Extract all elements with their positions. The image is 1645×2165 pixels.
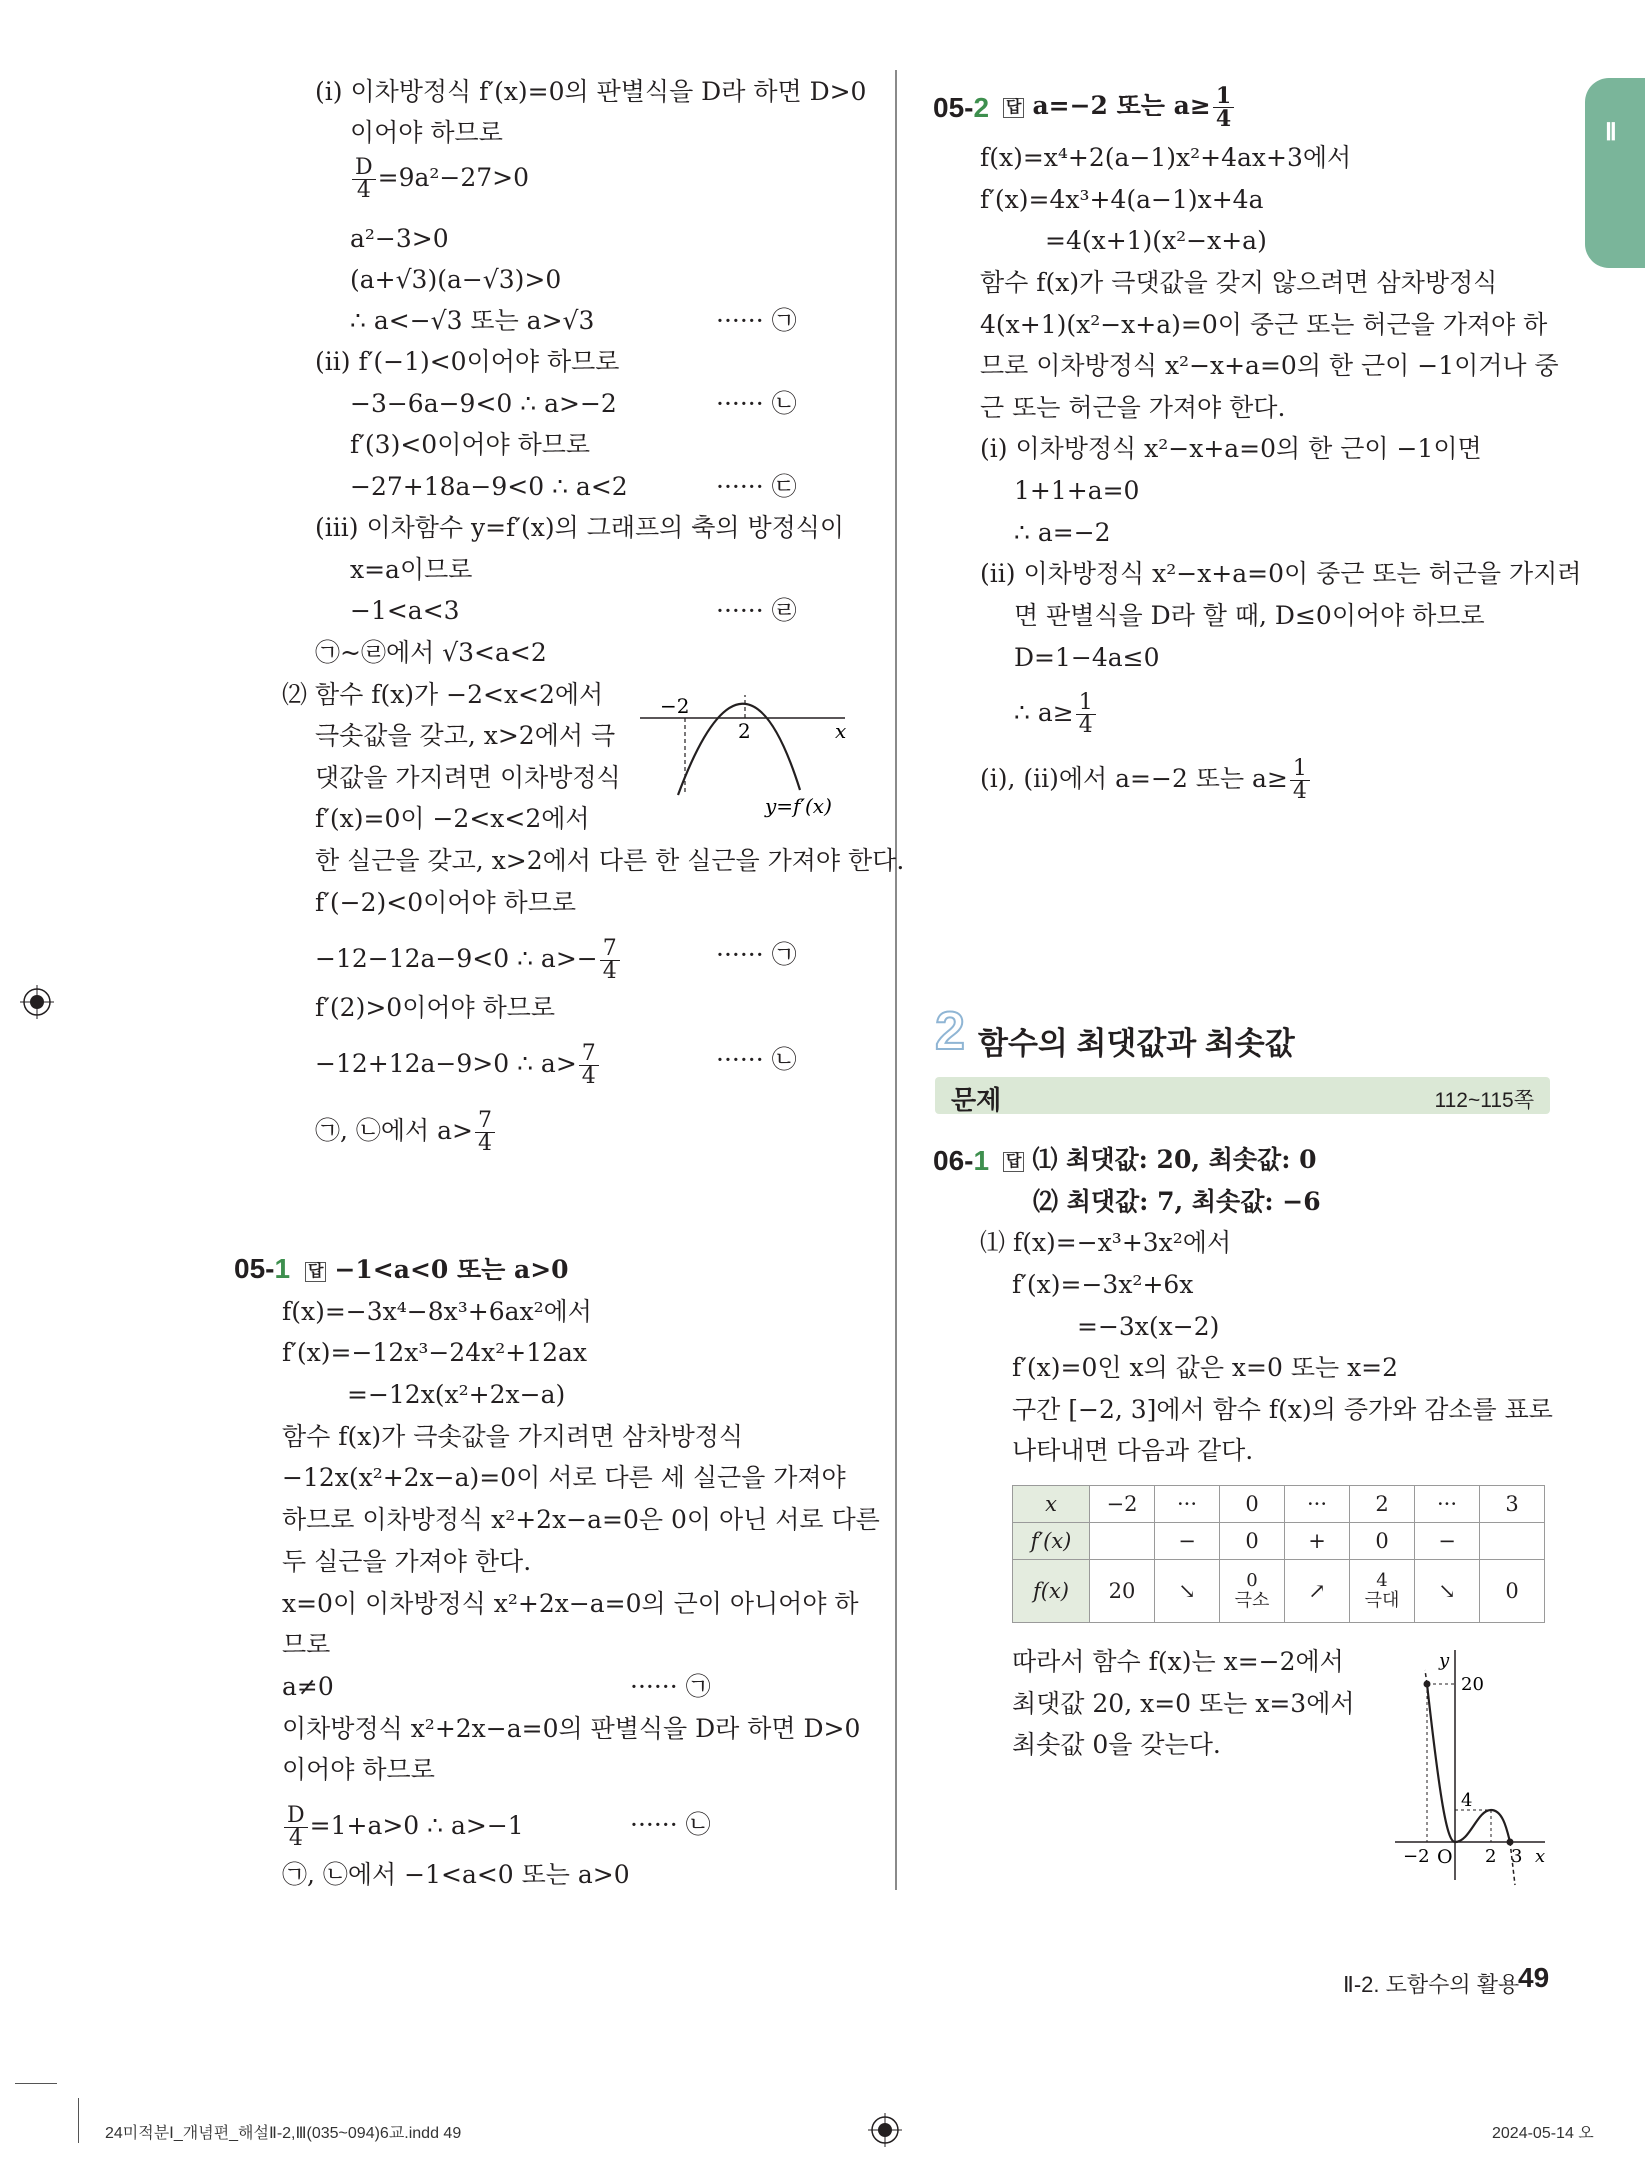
text-line: 므로 이차방정식 x²−x+a=0의 한 근이 −1이거나 중 — [980, 351, 1559, 380]
table-cell: 0 — [1220, 1486, 1285, 1523]
table-row — [1013, 1486, 1545, 1523]
value-label: 20 — [1461, 1674, 1484, 1695]
formula-line: a²−3>0 — [350, 224, 449, 253]
formula-line: =−12x(x²+2x−a) — [347, 1380, 566, 1409]
min-point — [1507, 1839, 1514, 1846]
table-cell: 0 — [1350, 1523, 1415, 1560]
text-line: 최댓값 20, x=0 또는 x=3에서 — [1012, 1689, 1355, 1718]
cubic-graph — [1385, 1640, 1560, 1890]
text-line: (ⅰ) 이차방정식 f′(x)=0의 판별식을 D라 하면 D>0 — [315, 77, 867, 106]
table-cell: 2 — [1350, 1486, 1415, 1523]
formula-line: 1+1+a=0 — [1014, 476, 1140, 505]
fraction: $\frac{7}{4}$ — [475, 1110, 495, 1155]
text-line: (ⅱ) 이차방정식 x²−x+a=0이 중근 또는 허근을 가지려 — [980, 559, 1582, 588]
table-cell: 0 — [1480, 1560, 1545, 1623]
table-cell: ↘ — [1155, 1560, 1220, 1623]
registration-mark-icon — [20, 985, 54, 1019]
text-line: 최솟값 0을 갖는다. — [1012, 1730, 1221, 1759]
table-cell: 0 극소 — [1220, 1560, 1285, 1623]
tick-label: 2 — [1485, 1846, 1497, 1867]
tick-label: 2 — [738, 719, 751, 743]
crop-mark — [78, 2098, 79, 2143]
formula-line: (a+√3)(a−√3)>0 — [350, 265, 562, 294]
text-line: (ⅰ) 이차방정식 x²−x+a=0의 한 근이 −1이면 — [980, 434, 1482, 463]
table-row — [1013, 1523, 1545, 1560]
problem-number-06-1: 06-1 — [933, 1145, 990, 1176]
table-cell: ↗ — [1285, 1560, 1350, 1623]
table-cell: ··· — [1285, 1486, 1350, 1523]
formula-line: −12−12a−9<0 ∴ a>− $\frac{7}{4}$ — [315, 938, 622, 983]
equation-tag: ······ ㉡ — [630, 1810, 711, 1839]
text-line: 므로 — [282, 1630, 331, 1659]
formula-line: f(x)=x⁴+2(a−1)x²+4ax+3에서 — [980, 143, 1352, 172]
fraction: $\frac{1}{4}$ — [1290, 758, 1310, 803]
fraction: $\frac{7}{4}$ — [600, 938, 620, 983]
answer-line: 답 −1<a<0 또는 a>0 — [305, 1253, 569, 1287]
answer-line: 답 ⑴ 최댓값: 20, 최솟값: 0 — [1003, 1143, 1317, 1177]
answer-badge: 답 — [1003, 98, 1024, 118]
formula-line: ㉠, ㉡에서 a> $\frac{7}{4}$ — [315, 1110, 497, 1155]
axis-label: x — [835, 719, 847, 743]
curve-label: y=f′(x) — [765, 794, 832, 818]
text-line: f′(2)>0이어야 하므로 — [315, 993, 556, 1022]
formula-line: (ⅰ), (ⅱ)에서 a=−2 또는 a≥ $\frac{1}{4}$ — [980, 758, 1312, 803]
text-line: 극솟값을 갖고, x>2에서 극 — [315, 721, 616, 750]
answer-badge: 답 — [305, 1262, 326, 1282]
text-line: 구간 [−2, 3]에서 함수 f(x)의 증가와 감소를 표로 — [1012, 1395, 1553, 1424]
equation-tag: ······ ㉣ — [716, 596, 797, 625]
side-tab-label: Ⅱ — [1605, 119, 1617, 146]
increase-decrease-table — [1012, 1485, 1545, 1623]
table-cell: 20 — [1090, 1560, 1155, 1623]
text-line: 두 실근을 가져야 한다. — [282, 1547, 532, 1576]
table-cell: x — [1013, 1486, 1090, 1523]
section-number: 2 — [935, 1001, 966, 1061]
formula-line: f′(x)=−12x³−24x²+12ax — [282, 1338, 588, 1367]
fraction: $\frac{1}{4}$ — [1213, 85, 1234, 130]
table-cell: − — [1415, 1523, 1480, 1560]
max-point — [1424, 1681, 1431, 1688]
problem-number-05-2: 05-2 — [933, 92, 990, 123]
crop-mark — [15, 2083, 57, 2084]
fraction: $\frac{1}{4}$ — [1076, 692, 1096, 737]
formula-line: =−3x(x−2) — [1077, 1312, 1220, 1341]
table-cell — [1480, 1523, 1545, 1560]
text-line: 면 판별식을 D라 할 때, D≤0이어야 하므로 — [1014, 601, 1485, 630]
page-range: 112~115쪽 — [1434, 1089, 1534, 1112]
equation-tag: ······ ㉡ — [716, 389, 797, 418]
derivative-graph — [640, 675, 860, 830]
formula-line: f′(x)=0인 x의 값은 x=0 또는 x=2 — [1012, 1353, 1399, 1382]
equation-tag: ······ ㉢ — [716, 472, 797, 501]
origin-label: O — [1437, 1846, 1453, 1868]
table-cell: 0 — [1220, 1523, 1285, 1560]
text-line: 댓값을 가지려면 이차방정식 — [315, 763, 621, 792]
table-cell: 4 극대 — [1350, 1560, 1415, 1623]
text-line: 함수 f(x)가 극솟값을 가지려면 삼차방정식 — [282, 1422, 744, 1451]
text-line: 나타내면 다음과 같다. — [1012, 1436, 1254, 1465]
text-line: 4(x+1)(x²−x+a)=0이 중근 또는 허근을 가져야 하 — [980, 310, 1548, 339]
table-cell — [1090, 1523, 1155, 1560]
formula-line: f′(x)=−3x²+6x — [1012, 1270, 1194, 1299]
formula-line: −12+12a−9>0 ∴ a> $\frac{7}{4}$ — [315, 1043, 601, 1088]
formula-line: −3−6a−9<0 ∴ a>−2 — [350, 389, 617, 418]
table-cell: ··· — [1415, 1486, 1480, 1523]
tick-label: −2 — [660, 694, 690, 718]
text-line: ㉠~㉣에서 √3<a<2 — [315, 638, 547, 667]
table-row — [1013, 1560, 1545, 1623]
formula-line: $\frac{D}{4}$ =9a²−27>0 — [350, 157, 529, 202]
text-line: ㉠, ㉡에서 −1<a<0 또는 a>0 — [282, 1860, 630, 1889]
text-line: 하므로 이차방정식 x²+2x−a=0은 0이 아닌 서로 다른 — [282, 1505, 880, 1534]
problem-header-bar — [935, 1077, 1550, 1114]
formula-line: f(x)=−3x⁴−8x³+6ax²에서 — [282, 1297, 592, 1326]
text-line: 이차방정식 x²+2x−a=0의 판별식을 D라 하면 D>0 — [282, 1714, 861, 1743]
table-cell: − — [1155, 1523, 1220, 1560]
print-date: 2024-05-14 오 — [1492, 2125, 1594, 2142]
text-line: 근 또는 허근을 가져야 한다. — [980, 393, 1286, 422]
text-line: (ⅲ) 이차함수 y=f′(x)의 그래프의 축의 방정식이 — [315, 513, 845, 542]
answer-line: 답 a=−2 또는 a≥ $\frac{1}{4}$ — [1003, 85, 1236, 130]
formula-line: ⑴ f(x)=−x³+3x²에서 — [980, 1228, 1232, 1257]
formula-line: =4(x+1)(x²−x+a) — [1045, 226, 1267, 255]
table-cell: + — [1285, 1523, 1350, 1560]
chapter-footer: Ⅱ-2. 도함수의 활용 — [1343, 1972, 1520, 1997]
table-cell: −2 — [1090, 1486, 1155, 1523]
text-line: 이어야 하므로 — [350, 118, 503, 147]
text-line: 따라서 함수 f(x)는 x=−2에서 — [1012, 1647, 1344, 1676]
text-line: 이어야 하므로 — [282, 1755, 435, 1784]
text-line: f′(3)<0이어야 하므로 — [350, 430, 591, 459]
tick-label: −2 — [1403, 1846, 1430, 1867]
equation-tag: ······ ㉠ — [716, 940, 797, 969]
answer-badge: 답 — [1003, 1152, 1024, 1172]
fraction: $\frac{D}{4}$ — [352, 157, 376, 202]
file-info: 24미적분Ⅰ_개념편_해설Ⅱ-2,Ⅲ(035~094)6교.indd 49 — [105, 2125, 462, 2142]
text-line: −12x(x²+2x−a)=0이 서로 다른 세 실근을 가져야 — [282, 1463, 846, 1492]
column-divider — [895, 70, 897, 1890]
text-line: x=0이 이차방정식 x²+2x−a=0의 근이 아니어야 하 — [282, 1589, 859, 1618]
table-cell: ··· — [1155, 1486, 1220, 1523]
table-cell: f(x) — [1013, 1560, 1090, 1623]
text-line: 함수 f(x)가 극댓값을 갖지 않으려면 삼차방정식 — [980, 268, 1498, 297]
axis-label: x — [1535, 1846, 1546, 1867]
text-line: 한 실근을 갖고, x>2에서 다른 한 실근을 가져야 한다. — [315, 846, 905, 875]
section-title: 함수의 최댓값과 최솟값 — [978, 1026, 1295, 1061]
text-line: f′(−2)<0이어야 하므로 — [315, 888, 576, 917]
registration-mark-icon — [868, 2113, 902, 2147]
equation-tag: ······ ㉠ — [716, 306, 797, 335]
problem-number-05-1: 05-1 — [234, 1253, 291, 1284]
table-cell: f′(x) — [1013, 1523, 1090, 1560]
chapter-side-tab — [1585, 78, 1645, 268]
value-label: 4 — [1461, 1790, 1473, 1811]
equation-tag: ······ ㉡ — [716, 1045, 797, 1074]
text-line: ⑵ 함수 f(x)가 −2<x<2에서 — [282, 680, 604, 709]
function-curve — [1427, 1684, 1510, 1842]
fraction: $\frac{D}{4}$ — [284, 1805, 308, 1850]
equation-tag: ······ ㉠ — [630, 1672, 711, 1701]
text-line: f′(x)=0이 −2<x<2에서 — [315, 804, 590, 833]
formula-line: D=1−4a≤0 — [1014, 643, 1160, 672]
formula-line: ∴ a=−2 — [1014, 518, 1111, 547]
bar-label: 문제 — [951, 1085, 1002, 1115]
text-line: x=a이므로 — [350, 555, 473, 584]
answer-line: ⑵ 최댓값: 7, 최솟값: −6 — [1033, 1187, 1321, 1216]
formula-line: ∴ a<−√3 또는 a>√3 — [350, 306, 595, 335]
tick-label: 3 — [1511, 1846, 1523, 1867]
formula-line: ∴ a≥ $\frac{1}{4}$ — [1014, 692, 1098, 737]
table-cell: ↘ — [1415, 1560, 1480, 1623]
text-line: (ⅱ) f′(−1)<0이어야 하므로 — [315, 347, 620, 376]
table-cell: 3 — [1480, 1486, 1545, 1523]
formula-line: −27+18a−9<0 ∴ a<2 — [350, 472, 628, 501]
fraction: $\frac{7}{4}$ — [579, 1043, 599, 1088]
formula-line: f′(x)=4x³+4(a−1)x+4a — [980, 185, 1264, 214]
page-number: 49 — [1518, 1962, 1550, 1993]
formula-line: $\frac{D}{4}$ =1+a>0 ∴ a>−1 — [282, 1805, 524, 1850]
formula-line: −1<a<3 — [350, 596, 460, 625]
formula-line: a≠0 — [282, 1672, 334, 1701]
axis-label: y — [1439, 1650, 1450, 1671]
